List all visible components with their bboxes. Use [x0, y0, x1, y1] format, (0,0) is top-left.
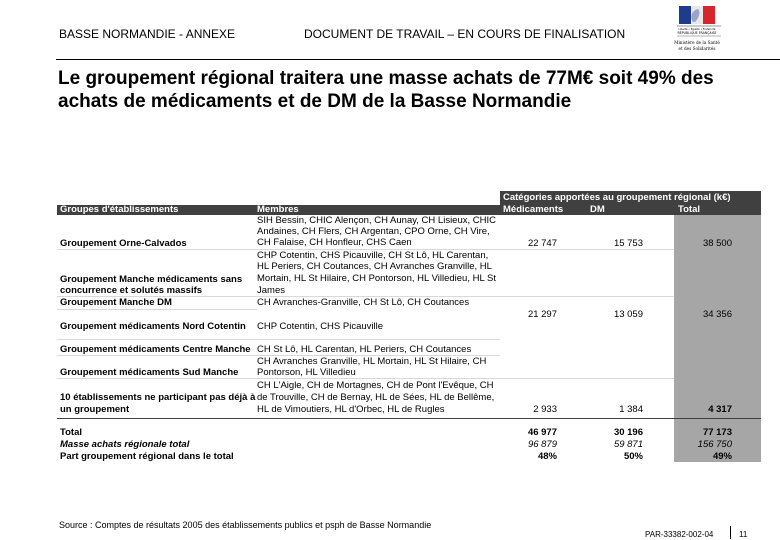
logo-ministry-2: et des Solidarités [678, 46, 716, 51]
total-column-shade [674, 193, 761, 462]
members-line: de Trouville, CH de Bernay, HL de Sées, HL de Bellême, [257, 392, 495, 403]
col-header-med: Médicaments [503, 204, 564, 215]
column-header-row [57, 205, 761, 215]
members-line: CH Avranches Granville, HL Mortain, HL St Hilaire, CH [257, 356, 487, 367]
summary-label: Masse achats régionale total [60, 439, 190, 450]
purchase-table [57, 191, 761, 462]
group-name: un groupement [60, 404, 130, 415]
members-line: James [257, 285, 285, 296]
header-left-label: BASSE NORMANDIE - ANNEXE [59, 27, 236, 41]
group-name: Groupement Manche médicaments sans [60, 274, 243, 285]
members-line: Pontorson, HL Villedieu [257, 367, 356, 378]
dm-value: 1 384 [619, 404, 643, 415]
group-name: Groupement Manche DM [60, 297, 172, 308]
members-line: SIH Bessin, CHIC Alençon, CH Aunay, CH Lisieux, CHIC [257, 215, 496, 226]
members-line: CH L'Aigle, CH de Mortagnes, CH de Pont l'Evêque, CH [257, 380, 494, 391]
col-header-members: Membres [257, 204, 299, 215]
med-value: 22 747 [527, 238, 557, 249]
total-regional: 156 750 [697, 439, 732, 450]
row-separator [57, 339, 500, 340]
summary-divider [57, 418, 761, 419]
row-separator [57, 309, 257, 310]
dm-regional: 59 871 [613, 439, 643, 450]
members-line: CHP Cotentin, CHS Picauville [257, 321, 384, 332]
logo-motto: Liberté • Égalité • Fraternité [678, 28, 716, 31]
med-value: 2 933 [533, 404, 557, 415]
dm-total: 30 196 [613, 427, 643, 438]
group-name: Groupement Orne-Calvados [60, 238, 187, 249]
med-total: 46 977 [527, 427, 557, 438]
dm-value: 13 059 [613, 309, 643, 320]
group-name: Groupement médicaments Nord Cotentin [60, 321, 246, 332]
row-separator [57, 378, 674, 379]
total-value: 34 356 [702, 309, 732, 320]
members-line: Mortain, HL St Hilaire, CH Pontorson, HL Villedieu, HL St [257, 273, 497, 284]
group-name: Groupement médicaments Sud Manche [60, 367, 239, 378]
dm-value: 15 753 [613, 238, 643, 249]
group-name: Groupement médicaments Centre Manche [60, 344, 251, 355]
header-divider [56, 59, 780, 60]
source-note: Source : Comptes de résultats 2005 des établissements publics et psph de Basse Normandie [59, 520, 432, 530]
total-value: 38 500 [702, 238, 732, 249]
document-reference: PAR-33382-002-04 [645, 530, 714, 539]
members-line: HL de Vimoutiers, HL d'Orbec, HL de Rugles [257, 404, 445, 415]
members-line: CHP Cotentin, CHS Picauville, CH St Lô, HL Carentan, [257, 250, 489, 261]
col-header-total: Total [678, 204, 700, 215]
logo-republic: RÉPUBLIQUE FRANÇAISE [677, 31, 717, 35]
members-line: CH Falaise, CH Honfleur, CHS Caen [257, 237, 412, 248]
summary-label: Total [60, 427, 82, 438]
med-share: 48% [537, 451, 557, 462]
footer-divider [730, 526, 731, 539]
dm-share: 50% [623, 451, 643, 462]
group-name: concurrence et solutés massifs [60, 285, 203, 296]
summary-label: Part groupement régional dans le total [60, 451, 234, 462]
group-name: 10 établissements ne participant pas déjà à [60, 392, 256, 403]
members-line: HL Periers, CH Coutances, CH Avranches Granville, HL [257, 261, 492, 272]
members-line: CH St Lô, HL Carentan, HL Periers, CH Coutances [257, 344, 472, 355]
page-number: 11 [739, 530, 748, 539]
total-share: 49% [712, 451, 732, 462]
med-value: 21 297 [527, 309, 557, 320]
col-header-dm: DM [590, 204, 605, 215]
slide-title: Le groupement régional traitera une masse achats de 77M€ soit 49% des achats de médicaments et de DM de la Basse Normandie [58, 68, 714, 112]
members-line: CH Avranches-Granville, CH St Lô, CH Coutances [257, 297, 470, 308]
col-header-group: Groupes d'établissements [60, 204, 179, 215]
total-value: 4 317 [708, 404, 732, 415]
header-center-label: DOCUMENT DE TRAVAIL – EN COURS DE FINALISATION [304, 27, 626, 41]
logo-ministry: Ministère de la Santé [674, 40, 720, 45]
category-header: Catégories apportées au groupement régional (k€) [500, 191, 761, 205]
members-line: Andaines, CH Flers, CH Argentan, CPO Orne, CH Vire, [257, 226, 490, 237]
ministry-logo [665, 4, 729, 56]
med-regional: 96 879 [527, 439, 557, 450]
grand-total: 77 173 [702, 427, 732, 438]
